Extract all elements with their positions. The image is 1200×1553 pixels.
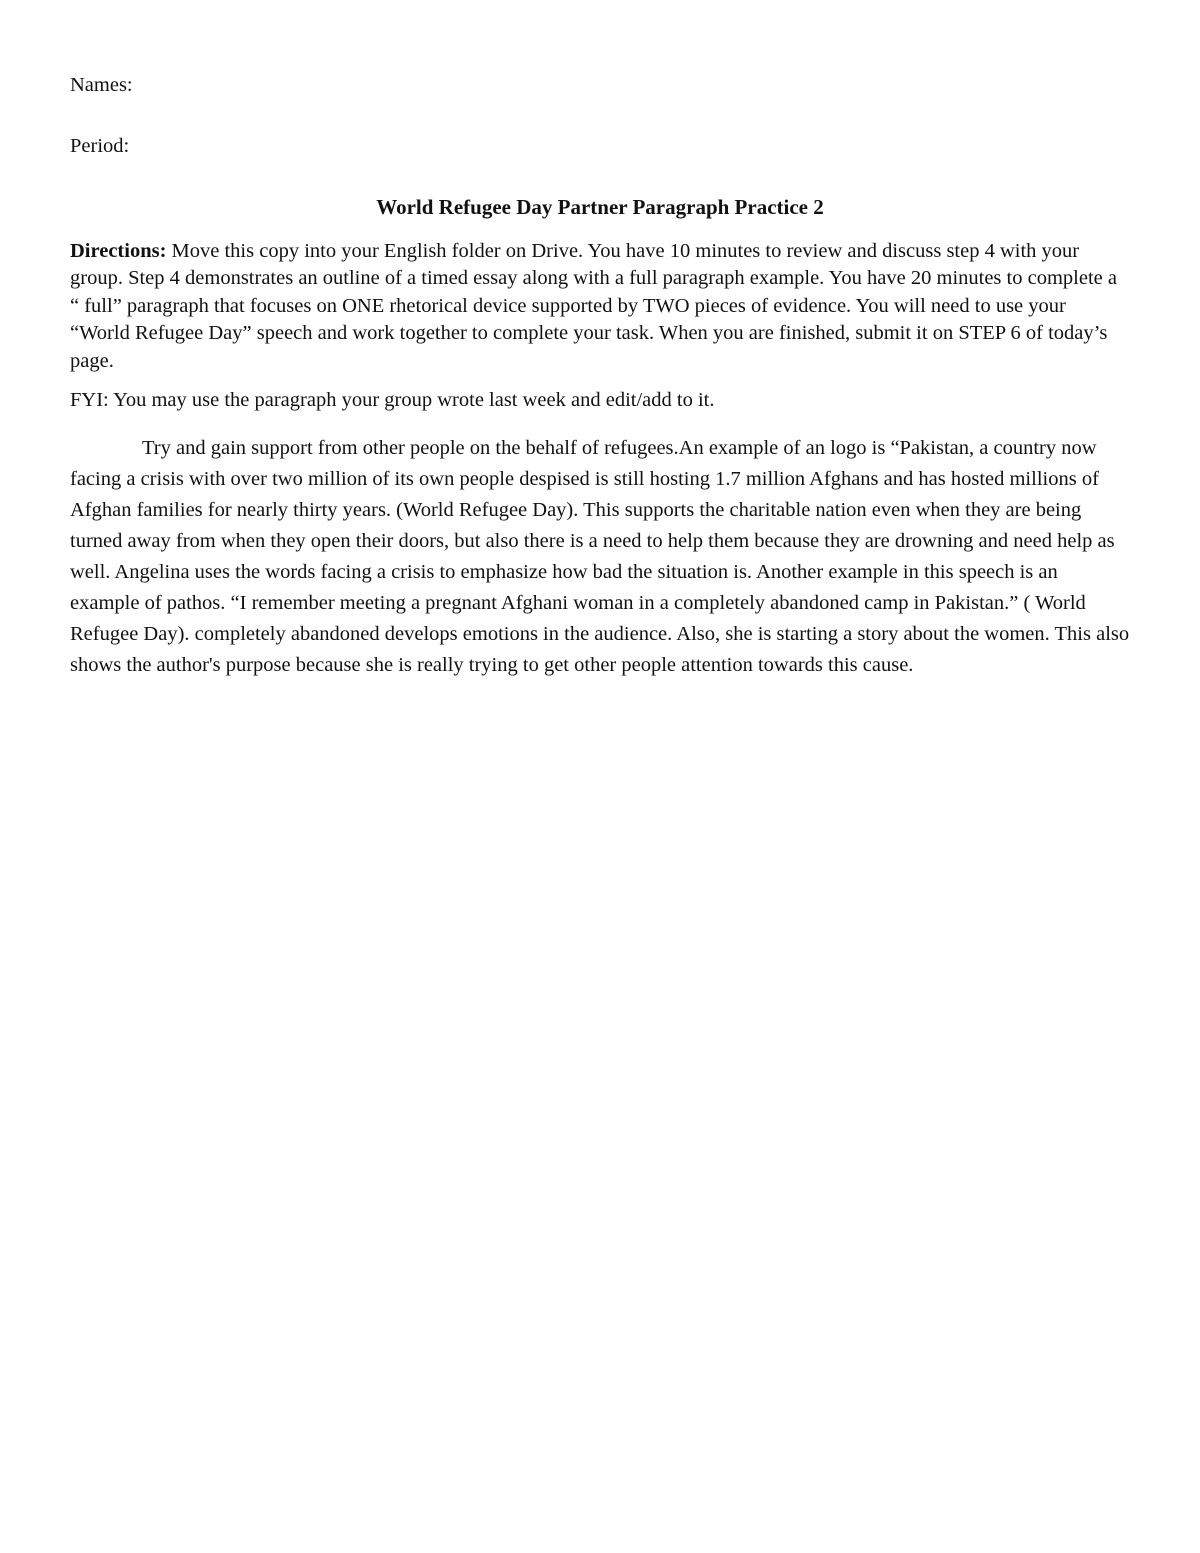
essay-paragraph: Try and gain support from other people on the behalf of refugees.An example of an logo is “Pakistan, a country now facing a crisis with over two million of its own people despised is still hosting 1.7 million Afghans and has hosted millions of Afghan families for nearly thirty years. (World Refugee Day). This supports the charitable nation even when they are being turned away from when they open their doors, but also there is a need to help them because they are drowning and need help as well. Angelina uses the words facing a crisis to emphasize how bad the situation is. Another example in this speech is an example of pathos. “I remember meeting a pregnant Afghani woman in a completely abandoned camp in Pakistan.” ( World Refugee Day). completely abandoned develops emotions in the audience. Also, she is starting a story about the women. This also shows the author's purpose because she is really trying to get other people attention towards this cause. xyxy=(70,436,1130,676)
directions-paragraph xyxy=(70,238,1130,376)
period-field: Period: xyxy=(70,135,130,157)
document-title: World Refugee Day Partner Paragraph Practice 2 xyxy=(376,195,824,219)
directions-label: Directions: xyxy=(70,239,167,262)
fyi-note: FYI: You may use the paragraph your group wrote last week and edit/add to it. xyxy=(70,389,715,411)
document-content xyxy=(70,72,1130,681)
names-field: Names: xyxy=(70,74,133,96)
directions-text: Move this copy into your English folder on Drive. You have 10 minutes to review and discuss step 4 with your group. Step 4 demonstrates an outline of a timed essay along with a full paragraph example. You have 20 minutes to complete a “ full” paragraph that focuses on ONE rhetorical device supported by TWO pieces of evidence. You will need to use your “World Refugee Day” speech and work together to complete your task. When you are finished, submit it on STEP 6 of today’s page. xyxy=(70,239,1117,372)
